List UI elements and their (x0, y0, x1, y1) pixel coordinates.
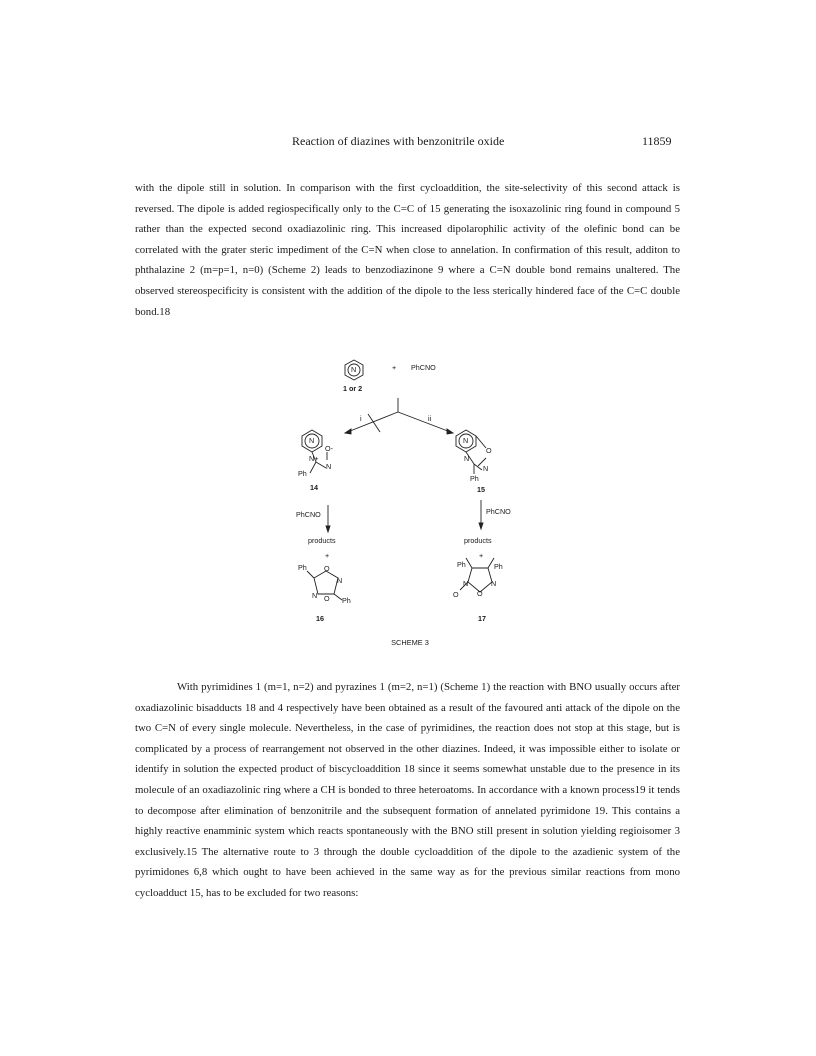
scheme-caption: SCHEME 3 (391, 638, 429, 647)
ring-16 (314, 571, 338, 594)
bond-14b (310, 462, 316, 473)
atom-n2-15: N (464, 454, 470, 463)
atom-o-16b: O (324, 594, 330, 603)
atom-nplus-14: N+ (309, 454, 319, 463)
bond-16b (334, 594, 342, 600)
arrow-right-head (479, 523, 483, 529)
atom-ph-17b: Ph (494, 562, 503, 571)
atom-ominus-14: O- (325, 444, 333, 453)
label-start: 1 or 2 (343, 384, 363, 393)
atom-ph-16b: Ph (342, 596, 351, 605)
label-path-ii: ii (428, 414, 432, 423)
reagent-top: PhCNO (411, 363, 436, 372)
label-16: 16 (316, 614, 324, 623)
running-header (0, 134, 816, 154)
atom-o-16a: O (324, 564, 330, 573)
atom-ph-17a: Ph (457, 560, 466, 569)
reaction-scheme (270, 350, 550, 660)
label-17: 17 (478, 614, 486, 623)
arrow-left-head (326, 526, 330, 532)
atom-ph-16a: Ph (298, 563, 307, 572)
reagent-left: PhCNO (296, 510, 321, 519)
branch-left (345, 412, 398, 433)
bond-15d (474, 464, 482, 470)
atom-n-15: N (463, 436, 469, 445)
label-14: 14 (310, 483, 318, 492)
atom-o-17b: O (453, 590, 459, 599)
atom-n-14: N (309, 436, 315, 445)
branch-right-arrowhead (447, 429, 453, 434)
paragraph-2 (135, 677, 680, 904)
scheme-drawing (270, 350, 550, 660)
plus-sign-top: + (392, 363, 397, 372)
products-right: products (464, 536, 492, 545)
atom-o-17a: O (477, 589, 483, 598)
paragraph-1-text: with the dipole still in solution. In comparison with the first cycloaddition, the site-selectivity of this second attack is reversed. The dipole is added regiospecifically only to the C=C of 15 generating the isoxazolinic ring found in compound 5 rather than the expected second oxadiazolinic ring. This increased dipolarophilic activity of the olefinic bond can be correlated with the grater steric impediment of the C=N when close to annelation. In confirmation of this result, additon to phthalazine 2 (m=p=1, n=0) (Scheme 2) leads to benzodiazinone 9 where a C=N double bond remains unaltered. The observed stereospecificity is consistent with the addition of the dipole to the less sterically hindered face of the C=C double bond.18 (135, 182, 680, 318)
paragraph-1 (135, 178, 680, 322)
running-title: Reaction of diazines with benzonitrile oxide (292, 134, 505, 148)
atom-n-start: N (351, 365, 357, 374)
page-number: 11859 (642, 134, 672, 148)
atom-n-17a: N (463, 579, 469, 588)
paragraph-2-text: With pyrimidines 1 (m=1, n=2) and pyrazines 1 (m=2, n=1) (Scheme 1) the reaction with BNO usually occurs after oxadiazolinic bisadducts 18 and 4 respectively have been obtained as a result of the favoured anti attack of the dipole on the two C=N of every single molecule. Nevertheless, in the case of pyrimidines, the reaction does not stop at this stage, but is complicated by a process of rearrangement not observed in the other diazines. Indeed, it was impossible either to isolate or identify in solution the expected product of biscycloaddition 18 since it seems somewhat unstable due to the presence in its molecule of an oxadiazolinic ring where a CH is bonded to three heteroatoms. In accordance with a known process19 it tends to decompose after elimination of benzonitrile and the subsequent formation of annelated pyrimidone 19. This contains a highly reactive enamminic system which reacts spontaneously with the BNO still present in solution yielding regioisomer 3 exclusively.15 The alternative route to 3 through the double cycloaddition of the dipole to the azadienic system of the pyrimidones 6,8 which ought to have been achieved in the same way as for the previous similar reactions from mono cycloadduct 15, has to be excluded for two reasons: (135, 681, 680, 899)
branch-left-arrowhead (345, 429, 351, 434)
atom-ph-15: Ph (470, 474, 479, 483)
label-path-i: i (360, 414, 362, 423)
atom-n-17b: N (491, 579, 497, 588)
bond-17a (466, 558, 472, 568)
bond-16a (307, 571, 314, 578)
products-left: products (308, 536, 336, 545)
atom-o-15: O (486, 446, 492, 455)
plus-left: + (325, 551, 330, 560)
atom-n2-14: N (326, 462, 332, 471)
atom-n-16b: N (312, 591, 318, 600)
atom-ph-14: Ph (298, 469, 307, 478)
atom-n3-15: N (483, 464, 489, 473)
bond-15a (476, 436, 486, 448)
branch-right (398, 412, 453, 433)
reagent-right: PhCNO (486, 507, 511, 516)
atom-n-16a: N (337, 576, 343, 585)
plus-right: + (479, 551, 484, 560)
label-15: 15 (477, 485, 485, 494)
